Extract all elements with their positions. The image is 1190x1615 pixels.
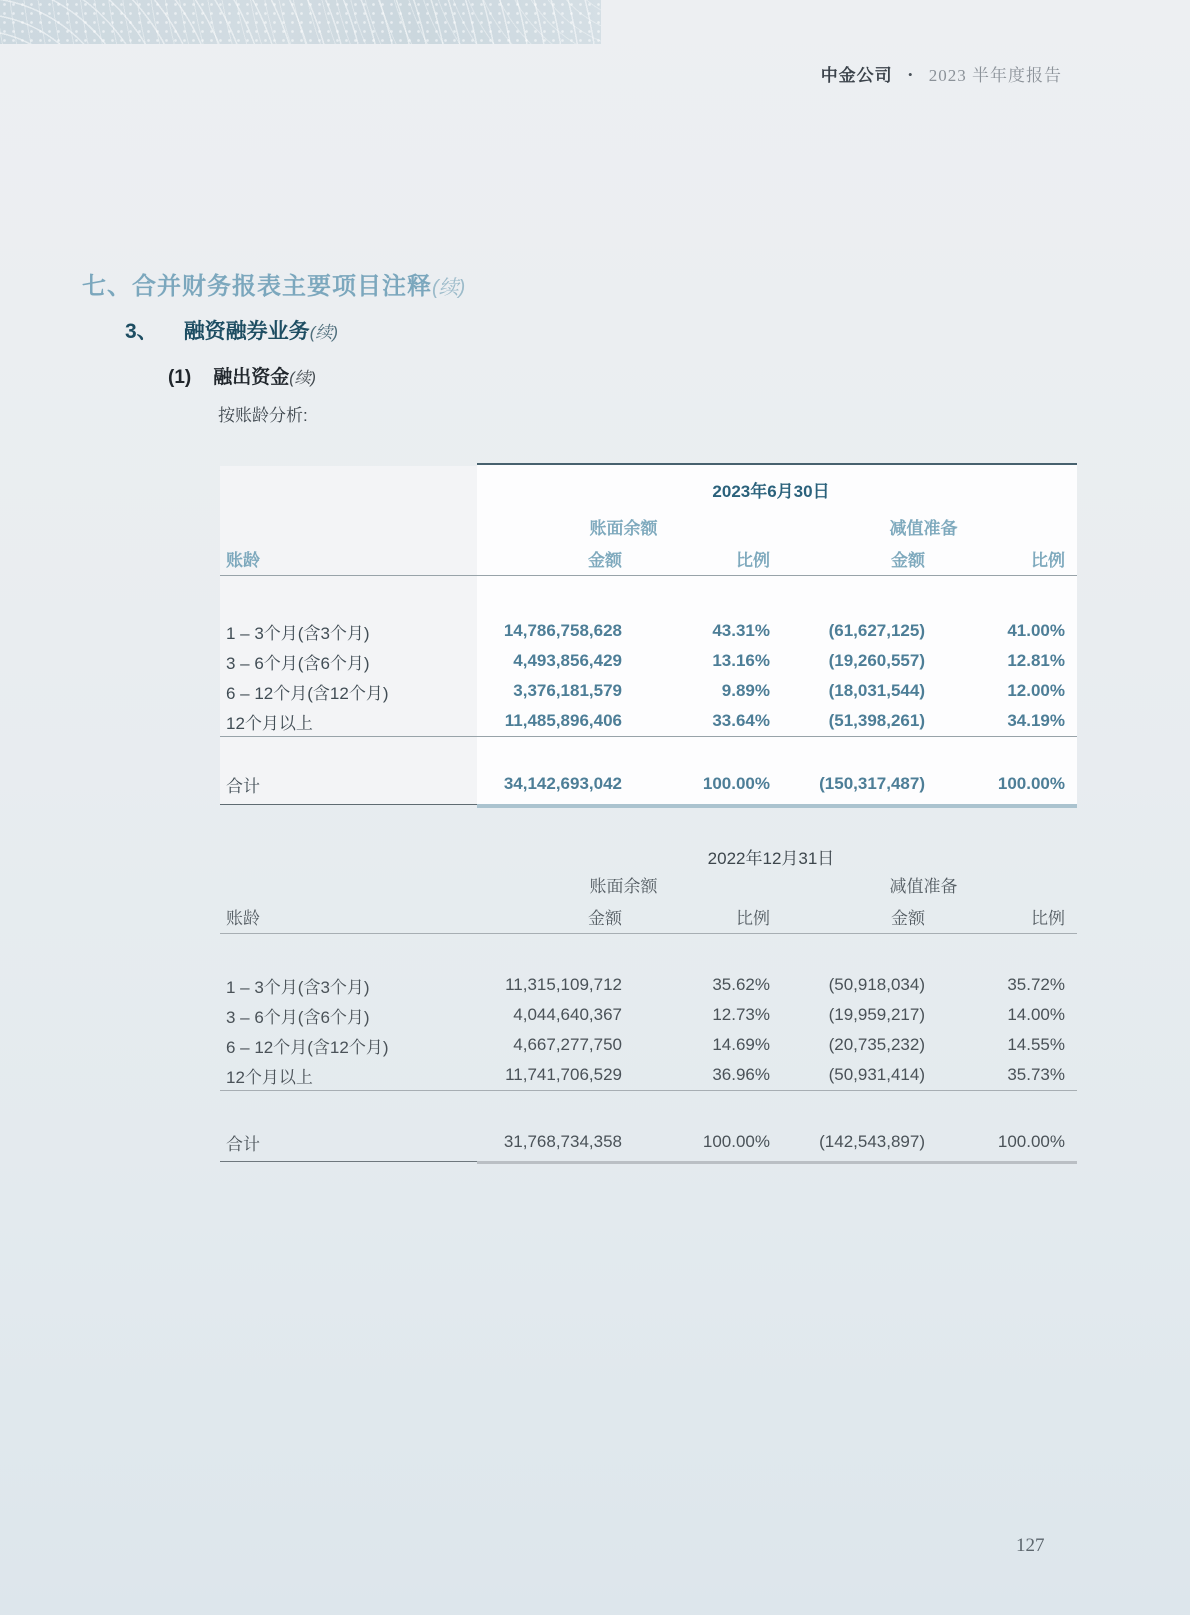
balance-amount-cell: 4,493,856,429 <box>513 651 622 670</box>
balance-amount-cell: 31,768,734,358 <box>503 1132 622 1151</box>
impairment-amount-cell: (51,398,261) <box>828 711 925 730</box>
column-header-ratio: 比例 <box>736 908 770 928</box>
page-header <box>821 61 1062 86</box>
table-group-header-row <box>220 511 1077 541</box>
decorative-banner-image <box>0 0 601 44</box>
aging-label: 12个月以上 <box>226 713 313 733</box>
impairment-ratio-cell: 41.00% <box>1007 621 1065 640</box>
balance-amount-cell: 34,142,693,042 <box>503 774 622 793</box>
spacer <box>220 576 1077 616</box>
impairment-amount-cell: (18,031,544) <box>828 681 925 700</box>
column-header-amount: 金额 <box>891 550 925 570</box>
table-date-row <box>220 463 1077 511</box>
aging-table-2023 <box>220 463 1077 804</box>
continued-mark: (续) <box>309 323 339 342</box>
section-title: 合并财务报表主要项目注释 <box>132 273 432 300</box>
report-title: 2023 半年度报告 <box>928 66 1062 85</box>
balance-ratio-cell: 36.96% <box>712 1065 770 1084</box>
impairment-amount-cell: (142,543,897) <box>819 1132 925 1151</box>
column-header-amount: 金额 <box>891 908 925 928</box>
table-row <box>220 1060 1077 1090</box>
balance-ratio-cell: 43.31% <box>712 621 770 640</box>
section-heading <box>82 266 465 301</box>
impairment-ratio-cell: 100.00% <box>997 774 1065 793</box>
table-intro-text: 按账龄分析: <box>218 406 308 425</box>
item-title: 融出资金 <box>213 367 290 388</box>
column-header-ratio: 比例 <box>1031 550 1065 570</box>
group-header-impairment: 减值准备 <box>889 518 958 538</box>
spacer <box>220 1091 1077 1127</box>
balance-ratio-cell: 35.62% <box>712 975 770 994</box>
aging-label: 1 – 3个月(含3个月) <box>226 977 370 997</box>
balance-amount-cell: 14,786,758,628 <box>503 621 622 640</box>
group-header-impairment: 减值准备 <box>889 876 958 896</box>
table-row <box>220 646 1077 676</box>
column-header-ratio: 比例 <box>736 550 770 570</box>
impairment-ratio-cell: 100.00% <box>997 1132 1065 1151</box>
table-date-row <box>220 803 1077 869</box>
impairment-ratio-cell: 12.00% <box>1007 681 1065 700</box>
spacer <box>220 934 1077 970</box>
subsection-heading <box>125 315 338 345</box>
report-date: 2023年6月30日 <box>712 481 830 501</box>
impairment-amount-cell: (50,918,034) <box>828 975 925 994</box>
impairment-ratio-cell: 35.73% <box>1007 1065 1065 1084</box>
continued-mark: (续) <box>289 370 316 387</box>
aging-table-2022 <box>220 803 1077 1161</box>
aging-label: 6 – 12个月(含12个月) <box>226 1037 389 1057</box>
balance-ratio-cell: 100.00% <box>702 1132 770 1151</box>
impairment-amount-cell: (50,931,414) <box>828 1065 925 1084</box>
table-row <box>220 706 1077 736</box>
impairment-amount-cell: (19,260,557) <box>828 651 925 670</box>
aging-label: 合计 <box>226 1134 260 1154</box>
column-header-amount: 金额 <box>588 550 622 570</box>
spacer <box>220 799 1077 804</box>
balance-ratio-cell: 100.00% <box>702 774 770 793</box>
impairment-ratio-cell: 34.19% <box>1007 711 1065 730</box>
bottom-border-data <box>477 1161 1077 1164</box>
subsection-number: 3、 <box>125 320 158 343</box>
bottom-border-label <box>220 1161 477 1162</box>
table-column-header-row <box>220 541 1077 576</box>
aging-label: 3 – 6个月(含6个月) <box>226 1007 370 1027</box>
table-row <box>220 676 1077 706</box>
table-body <box>220 970 1077 1090</box>
aging-label: 12个月以上 <box>226 1067 313 1087</box>
table-row <box>220 970 1077 1000</box>
report-date: 2022年12月31日 <box>707 849 835 868</box>
column-header-aging: 账龄 <box>226 550 260 570</box>
impairment-ratio-cell: 12.81% <box>1007 651 1065 670</box>
table-total-section <box>220 769 1077 799</box>
table-total-row <box>220 769 1077 799</box>
item-number: (1) <box>168 367 192 388</box>
section-number: 七、 <box>82 273 132 300</box>
table-group-header-row <box>220 869 1077 899</box>
balance-ratio-cell: 9.89% <box>721 681 770 700</box>
impairment-amount-cell: (61,627,125) <box>828 621 925 640</box>
table-total-row <box>220 1127 1077 1157</box>
aging-label: 1 – 3个月(含3个月) <box>226 623 370 643</box>
spacer <box>220 737 1077 769</box>
column-header-amount: 金额 <box>588 908 622 928</box>
subsection-title: 融资融券业务 <box>183 320 310 343</box>
aging-label: 3 – 6个月(含6个月) <box>226 653 370 673</box>
table-body <box>220 616 1077 736</box>
impairment-ratio-cell: 14.00% <box>1007 1005 1065 1024</box>
balance-amount-cell: 11,485,896,406 <box>504 711 622 730</box>
aging-label: 合计 <box>226 776 260 796</box>
table-row <box>220 616 1077 646</box>
balance-amount-cell: 4,044,640,367 <box>513 1005 622 1024</box>
impairment-amount-cell: (150,317,487) <box>819 774 925 793</box>
company-name: 中金公司 <box>820 66 893 85</box>
balance-ratio-cell: 14.69% <box>712 1035 770 1054</box>
column-header-aging: 账龄 <box>226 908 260 928</box>
group-header-balance: 账面余额 <box>589 876 658 896</box>
column-header-ratio: 比例 <box>1031 908 1065 928</box>
bullet-separator: • <box>907 67 914 82</box>
balance-amount-cell: 4,667,277,750 <box>513 1035 622 1054</box>
table-column-header-row <box>220 899 1077 934</box>
table-row <box>220 1030 1077 1060</box>
table-total-section <box>220 1127 1077 1157</box>
balance-amount-cell: 11,741,706,529 <box>505 1065 622 1084</box>
item-heading <box>168 362 316 389</box>
aging-label: 6 – 12个月(含12个月) <box>226 683 389 703</box>
balance-amount-cell: 11,315,109,712 <box>505 975 622 994</box>
balance-ratio-cell: 13.16% <box>712 651 770 670</box>
group-header-balance: 账面余额 <box>589 518 658 538</box>
impairment-ratio-cell: 35.72% <box>1007 975 1065 994</box>
table-row <box>220 1000 1077 1030</box>
impairment-ratio-cell: 14.55% <box>1007 1035 1065 1054</box>
impairment-amount-cell: (20,735,232) <box>828 1035 925 1054</box>
balance-ratio-cell: 12.73% <box>712 1005 770 1024</box>
impairment-amount-cell: (19,959,217) <box>828 1005 925 1024</box>
balance-amount-cell: 3,376,181,579 <box>513 681 622 700</box>
continued-mark: (续) <box>432 277 466 299</box>
page-number: 127 <box>1016 1535 1045 1556</box>
balance-ratio-cell: 33.64% <box>712 711 770 730</box>
